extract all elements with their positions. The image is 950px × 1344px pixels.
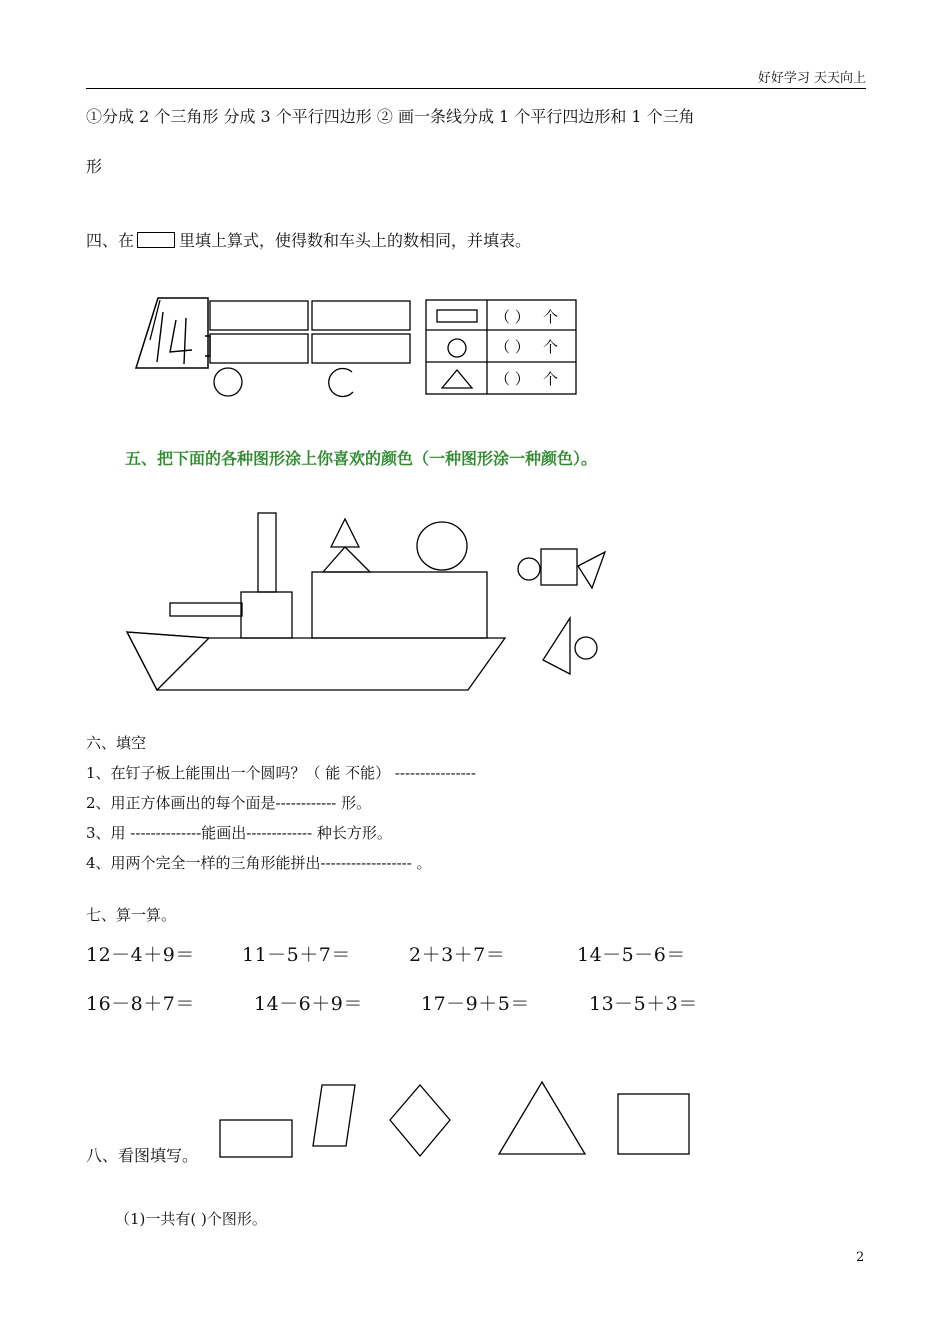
calc-r1-1: 12－4＋9＝ (86, 944, 195, 966)
section8-title: 八、看图填写。 (86, 1146, 199, 1165)
calc-r1-3: 2＋3＋7＝ (409, 944, 506, 966)
flag-triangle (543, 618, 570, 674)
truck-box-1 (210, 301, 308, 330)
ship-bottom-triangle (323, 547, 370, 572)
fish-square (541, 549, 577, 585)
section6-item-2: 2、用正方体画出的每个面是------------ 形。 (86, 794, 372, 812)
section8-shapes (220, 1082, 689, 1157)
section4-prefix: 四、在 (86, 231, 135, 250)
table-row1-unit: 个 (543, 308, 559, 326)
calc-r1-2: 11－5＋7＝ (242, 944, 351, 966)
section6-item-3: 3、用 --------------能画出------------- 种长方形。 (86, 824, 392, 842)
flag-circle (575, 637, 597, 659)
ship-chimney (258, 513, 276, 592)
section8-q1: （1)一共有( )个图形。 (115, 1210, 267, 1228)
truck-wheel-front (214, 368, 242, 396)
ship-top-triangle (331, 519, 359, 547)
table-row2-unit: 个 (543, 338, 559, 356)
shape-square (618, 1094, 689, 1154)
fish-circle (518, 558, 540, 580)
ship-cabin (241, 592, 292, 638)
table-row3-unit: 个 (543, 370, 559, 388)
section6-item-4: 4、用两个完全一样的三角形能拼出------------------ 。 (86, 854, 432, 872)
ship-bow-triangle (127, 632, 209, 690)
page-number: 2 (856, 1250, 865, 1265)
ship-hull (127, 632, 505, 690)
section3-line1: ①分成 2 个三角形 分成 3 个平行四边形 ② 画一条线分成 1 个平行四边形和 1 个三角 (86, 107, 695, 126)
shape-rectangle (220, 1120, 292, 1157)
truck-box-2 (312, 301, 410, 330)
section3-line2: 形 (86, 157, 103, 176)
calc-r2-3: 17－9＋5＝ (421, 993, 530, 1015)
truck-number-14 (157, 312, 210, 364)
ship-cannon (170, 603, 242, 616)
truck-box-3 (210, 334, 308, 363)
section7-title: 七、算一算。 (86, 906, 177, 924)
section6-title: 六、填空 (86, 734, 147, 752)
truck-wheel-rear (329, 368, 353, 396)
calc-r1-4: 14－5－6＝ (577, 944, 686, 966)
section4-suffix: 里填上算式，使得数和车头上的数相同，并填表。 (179, 231, 532, 250)
ship-sun-circle (417, 522, 467, 570)
table-triangle-icon (442, 370, 472, 388)
truck-box-4 (312, 334, 410, 363)
ship-deckhouse (312, 572, 487, 638)
truck-number-text: 14 (0, 0, 2, 1)
ship-drawing (127, 513, 605, 690)
table-row1-paren: （ ） (495, 308, 530, 326)
section5-title: 五、把下面的各种图形涂上你喜欢的颜色（一种图形涂一种颜色）。 (125, 449, 598, 468)
table-circle-icon (448, 339, 466, 357)
truck-cab (136, 298, 208, 368)
shape-triangle (499, 1082, 585, 1154)
table-rectangle-icon (437, 310, 477, 322)
calc-r2-2: 14－6＋9＝ (254, 993, 363, 1015)
table-row2-paren: （ ） (495, 338, 530, 356)
shape-rhombus (390, 1085, 450, 1156)
shape-parallelogram (313, 1085, 355, 1146)
count-table (426, 300, 576, 394)
table-row3-paren: （ ） (495, 370, 530, 388)
page-header: 好好学习 天天向上 (757, 71, 866, 86)
fish-tail-triangle (578, 552, 605, 588)
calc-r2-1: 16－8＋7＝ (86, 993, 195, 1015)
calc-r2-4: 13－5＋3＝ (589, 993, 698, 1015)
section6-item-1: 1、在钉子板上能围出一个圆吗？（ 能 不能） ---------------- (86, 764, 476, 782)
